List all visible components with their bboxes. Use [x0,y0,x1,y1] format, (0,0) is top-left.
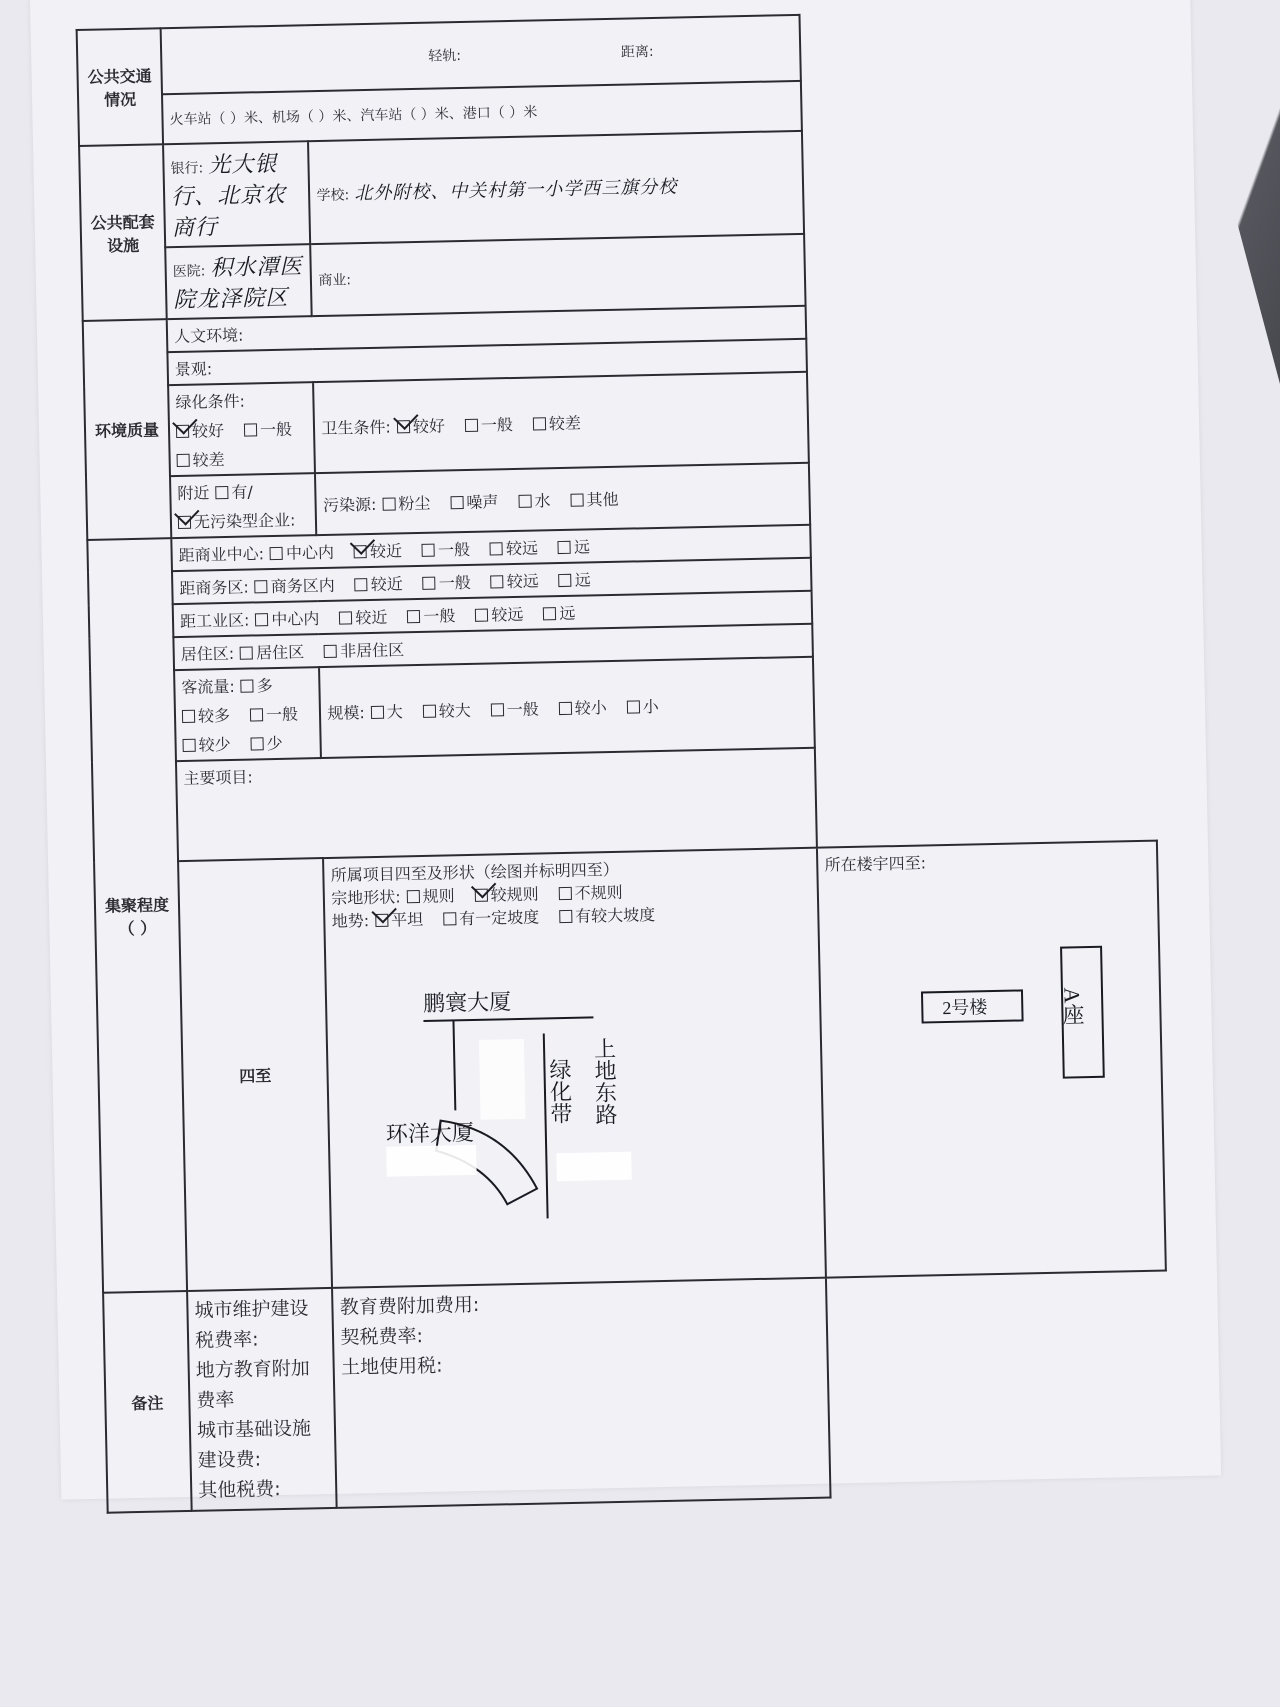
site-sketch [383,973,809,1282]
survey-form-table [76,7,1172,1514]
shape-option-irregular[interactable]: 不规则 [558,880,622,904]
shape-option-regular[interactable]: 规则 [406,883,454,907]
checkbox-icon [570,493,583,506]
remark-line: 地方教育附加费率 [195,1357,310,1412]
culture-label: 人文环境: [173,325,244,347]
shape-label: 宗地形状: [331,887,401,908]
commercial-option-near[interactable]: 较近 [354,538,402,562]
checkbox-icon [422,544,435,557]
sketch-east-label: 上地东路 [591,1036,619,1126]
traffic-option-average[interactable]: 一般 [250,702,298,726]
commerce-cell [311,234,806,316]
remarks-right-cell [332,1278,830,1508]
sketch-redaction [479,1039,526,1120]
sketch-line [454,1020,456,1110]
checkbox-icon [559,910,572,923]
nearby-option-no[interactable]: 无污染型企业: [178,508,296,533]
school-value: 北外附校、中关村第一小学西三旗分校 [354,175,678,204]
green-option-poor[interactable]: 较差 [176,447,224,471]
checkbox-icon [491,703,504,716]
sketch-redaction [557,1152,633,1182]
remark-line: 城市维护建设税费率: [194,1297,309,1352]
remark-line: 契税费率: [340,1325,424,1349]
industrial-option-average[interactable]: 一般 [407,603,455,627]
remark-line: 其他税费: [198,1478,281,1502]
checkbox-icon [177,454,190,467]
checkbox-icon [450,496,463,509]
checkbox-icon [443,912,456,925]
hygiene-option-poor[interactable]: 较差 [533,411,581,435]
remark-line: 土地使用税: [340,1354,443,1379]
pollution-option-dust[interactable]: 粉尘 [382,490,430,514]
environment-section-label: 环境质量 [83,319,172,540]
commercial-option-far[interactable]: 较远 [490,535,538,559]
checkbox-icon [255,580,268,593]
sketch-green-label: 绿化带 [547,1057,574,1125]
checkbox-icon [558,541,571,554]
green-option-average[interactable]: 一般 [244,417,292,441]
business-option-far[interactable]: 较远 [490,568,538,592]
commercial-option-very-far[interactable]: 远 [558,534,590,558]
terrain-option-slope[interactable]: 有一定坡度 [443,905,539,930]
checkbox-checked-icon [375,914,388,927]
scale-option-large[interactable]: 大 [371,699,403,723]
industrial-option-center[interactable]: 中心内 [255,606,319,630]
checkbox-icon [255,613,268,626]
business-option-average[interactable]: 一般 [422,570,470,594]
pollution-option-noise[interactable]: 噪声 [450,489,498,513]
shape-option-fairly-regular[interactable]: 较规则 [474,882,538,906]
business-option-very-far[interactable]: 远 [558,567,590,591]
residential-label: 居住区: [180,643,235,664]
checkbox-icon [559,887,572,900]
sketch-north-label: 鹏寰大厦 [423,989,512,1016]
building-boundaries-cell [817,841,1166,1278]
checkbox-icon [270,547,283,560]
facilities-section-label: 公共配套 设施 [79,144,167,321]
industrial-option-far[interactable]: 较远 [475,602,523,626]
distance-label: 距离: [620,43,654,61]
checkbox-icon [250,708,263,721]
sketch-redaction [387,1145,478,1177]
checkbox-icon [324,645,337,658]
commercial-distance-label: 距商业中心: [178,544,265,566]
bank-label: 银行: [170,160,204,178]
industrial-distance-label: 距工业区: [179,610,250,631]
hospital-cell [165,244,312,319]
building-title: 所在楼宇四至: [824,853,927,875]
checkbox-icon [475,609,488,622]
project-boundaries-cell [323,848,826,1288]
business-option-near[interactable]: 较近 [354,571,402,595]
terrain-option-flat[interactable]: 平坦 [375,907,423,931]
scale-option-average[interactable]: 一般 [491,697,539,721]
checkbox-icon [182,710,195,723]
commerce-label: 商业: [318,272,352,290]
checkbox-icon [518,494,531,507]
traffic-option-few[interactable]: 少 [250,731,282,755]
school-label: 学校: [316,186,350,204]
remarks-left-cell [187,1288,337,1511]
hospital-label: 医院: [172,263,206,281]
pollution-cell [315,463,810,535]
sketch-building-a-label: A座 [1059,987,1086,1026]
checkbox-icon [423,705,436,718]
commercial-option-center[interactable]: 中心内 [270,540,334,564]
pollution-option-water[interactable]: 水 [518,488,550,512]
traffic-label: 客流量: [181,676,236,697]
transport-section-label: 公共交通 情况 [77,28,163,146]
checkbox-icon [559,574,572,587]
hospital-value: 积水潭医院龙泽院区 [173,254,303,314]
transport-distances: 火车站（ ）米、机场（ ）米、汽车站（ ）米、港口（ ）米 [162,81,802,144]
main-items-cell [176,748,817,861]
checkbox-icon [465,419,478,432]
checkbox-icon [627,700,640,713]
school-cell [308,131,804,244]
green-option-good[interactable]: 较好 [176,418,224,442]
checkbox-icon [533,417,546,430]
traffic-option-many[interactable]: 多 [241,673,273,697]
checkbox-icon [240,646,253,659]
checkbox-checked-icon [475,889,488,902]
scale-option-small[interactable]: 小 [627,694,659,718]
remark-line: 城市基础设施建设费: [196,1417,312,1472]
residential-option-yes[interactable]: 居住区 [240,639,304,663]
remark-line: 教育费附加费用: [339,1293,480,1319]
industrial-option-near[interactable]: 较近 [339,605,387,629]
checkbox-icon [559,702,572,715]
checkbox-icon [491,575,504,588]
nearby-cell [170,473,317,538]
main-items-label: 主要项目: [183,767,253,788]
project-title: 所属项目四至及形状（绘图并标明四至） [330,859,619,885]
sketch-west-label: 环洋大厦 [385,1119,475,1147]
checkbox-icon [355,578,368,591]
sketch-building-2-label: 2号楼 [942,997,988,1019]
green-label: 绿化条件: [175,391,246,413]
checkbox-icon [371,706,384,719]
checkbox-checked-icon [397,420,410,433]
business-distance-label: 距商务区: [179,577,249,598]
checkbox-checked-icon [354,545,367,558]
checkbox-icon [407,610,420,623]
agglomeration-section-label: 集聚程度 （ ） [87,538,187,1293]
hygiene-label: 卫生条件: [321,417,392,438]
terrain-option-steep[interactable]: 有较大坡度 [559,902,655,927]
boundaries-section-label: 四至 [178,858,332,1291]
commercial-option-average[interactable]: 一般 [422,537,470,561]
traffic-cell [174,667,321,761]
scale-option-smaller[interactable]: 较小 [559,695,607,719]
checkbox-icon [251,737,264,750]
light-rail-label: 轻轨: [428,47,462,65]
bank-value: 光大银行、北京农商行 [170,151,287,242]
checkbox-checked-icon [178,516,191,529]
checkbox-icon [215,486,228,499]
terrain-label: 地势: [331,911,370,931]
scale-cell [319,657,815,758]
residential-option-no[interactable]: 非居住区 [324,637,404,662]
form-sheet [30,0,1221,1500]
checkbox-icon [183,739,196,752]
landscape-label: 景观: [174,359,213,380]
pollution-option-other[interactable]: 其他 [570,486,618,510]
remarks-section-label: 备注 [103,1291,192,1513]
checkbox-icon [407,890,420,903]
checkbox-icon [543,607,556,620]
nearby-label: 附近 [177,483,210,504]
sketch-north-road [424,1017,594,1021]
green-cell [168,382,315,476]
checkbox-icon [382,497,395,510]
hygiene-option-average[interactable]: 一般 [465,412,513,436]
checkbox-icon [244,423,257,436]
checkbox-icon [490,542,503,555]
scale-label: 规模: [327,703,366,723]
business-option-inside[interactable]: 商务区内 [254,573,334,598]
checkbox-checked-icon [176,425,189,438]
scale-option-larger[interactable]: 较大 [423,698,471,722]
checkbox-icon [339,611,352,624]
industrial-option-very-far[interactable]: 远 [543,601,575,625]
bank-cell [163,141,311,247]
building-sketch [916,936,1119,1100]
hygiene-cell [313,372,809,473]
nearby-option-yes[interactable]: 有/ [215,479,253,503]
checkbox-icon [241,679,254,692]
hygiene-option-good[interactable]: 较好 [397,413,445,437]
checkbox-icon [423,577,436,590]
traffic-option-less[interactable]: 较少 [182,732,230,756]
traffic-option-more[interactable]: 较多 [182,703,230,727]
pollution-label: 污染源: [322,494,377,515]
